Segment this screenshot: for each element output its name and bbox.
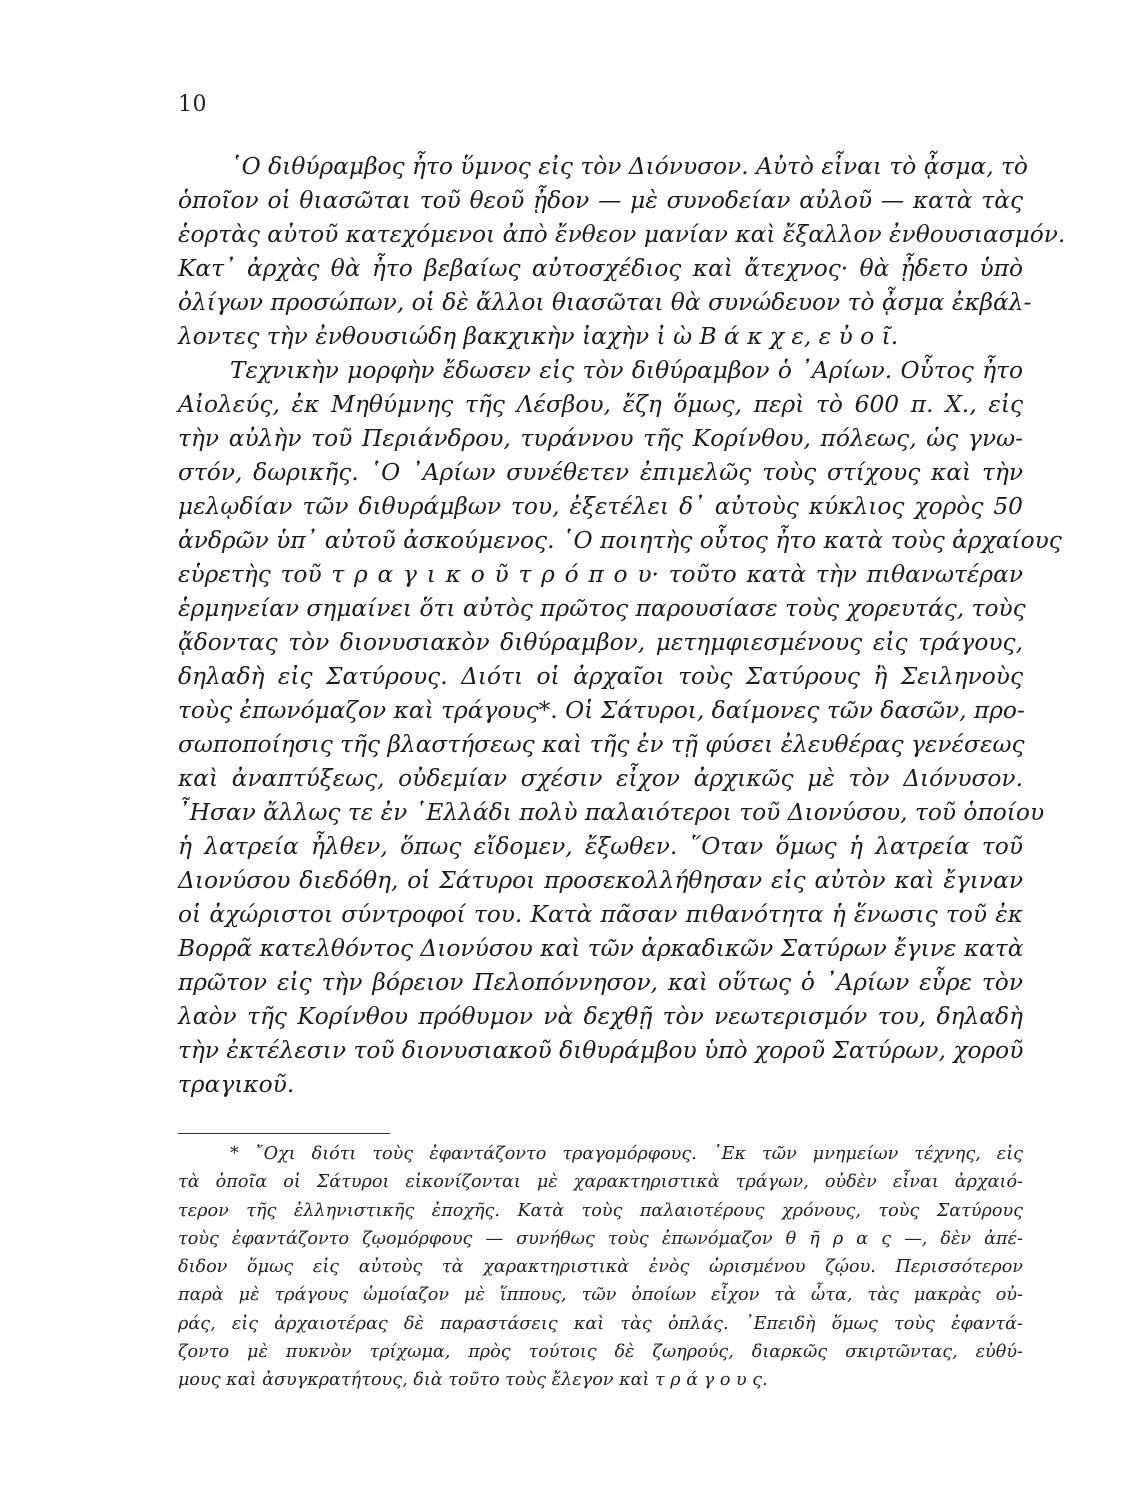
text-line: τοὺς ἐπωνόμαζον καὶ τράγους*. Οἱ Σάτυροι, δαίμονες τῶν δασῶν, προ-	[178, 697, 1025, 724]
text-line: τὴν ἐκτέλεσιν τοῦ διονυσιακοῦ διθυράμβου ὑπὸ χοροῦ Σατύρων, χοροῦ	[178, 1037, 1024, 1064]
footnote-line: ζοντο μὲ πυκνὸν τρίχωμα, πρὸς τούτοις δὲ ζωηρούς, διαρκῶς σκιρτῶντας, εὐθύ-	[178, 1342, 1023, 1363]
text-line: στόν, δωρικῆς. ῾Ο ᾽Αρίων συνέθετεν ἐπιμελῶς τοὺς στίχους καὶ τὴν	[178, 459, 1023, 486]
footnote-line: τοὺς ἐφαντάζοντο ζῳομόρφους — συνήθως τοὺς ἐπωνόμαζον θ ῆ ρ α ς —, δὲν ἀπέ-	[178, 1228, 1023, 1249]
footnote-line: τερον τῆς ἑλληνιστικῆς ἐποχῆς. Κατὰ τοὺς παλαιοτέρους χρόνους, τοὺς Σατύρους	[178, 1200, 1023, 1221]
text-line: λοντες τὴν ἐνθουσιώδη βακχικὴν ἰαχὴν ἰ ὼ Β ά κ χ ε, ε ὐ ο ῖ.	[178, 323, 899, 350]
text-line: ἀνδρῶν ὑπ᾽ αὐτοῦ ἀσκούμενος. ῾Ο ποιητὴς οὗτος ἦτο κατὰ τοὺς ἀρχαίους	[178, 527, 1062, 554]
text-line: Διονύσου διεδόθη, οἱ Σάτυροι προσεκολλήθησαν εἰς αὐτὸν καὶ ἔγιναν	[178, 867, 1023, 894]
text-line: τὴν αὐλὴν τοῦ Περιάνδρου, τυράννου τῆς Κορίνθου, πόλεως, ὡς γνω-	[178, 425, 1023, 452]
text-line: τραγικοῦ.	[178, 1071, 295, 1098]
footnote-line: μους καὶ ἀσυγκρατήτους, διὰ τοῦτο τοὺς ἔλεγον καὶ τ ρ ά γ ο υ ς.	[178, 1370, 768, 1391]
footnote-line: διδον ὅμως εἰς αὐτοὺς τὰ χαρακτηριστικὰ ἑνὸς ὡρισμένου ζῴου. Περισσότερον	[178, 1257, 1023, 1278]
footnote-line: παρὰ μὲ τράγους ὡμοίαζον μὲ ἵππους, τῶν ὁποίων εἶχον τὰ ὦτα, τὰς μακρὰς οὐ-	[178, 1285, 1023, 1306]
footnote-line: τὰ ὁποῖα οἱ Σάτυροι εἰκονίζονται μὲ χαρακτηριστικὰ τράγων, οὐδὲν εἶναι ἀρχαιό-	[178, 1172, 1023, 1193]
text-line: εὑρετὴς τοῦ τ ρ α γ ι κ ο ῦ τ ρ ό π ο υ· τοῦτο κατὰ τὴν πιθανωτέραν	[178, 561, 1023, 588]
text-line: ῾Ο διθύραμβος ἦτο ὕμνος εἰς τὸν Διόνυσον. Αὐτὸ εἶναι τὸ ᾆσμα, τὸ	[230, 153, 1028, 180]
footnote-line: ράς, εἰς ἀρχαιοτέρας δὲ παραστάσεις καὶ τὰς ὁπλάς. ᾽Επειδὴ ὅμως τοὺς ἐφαντά-	[178, 1313, 1023, 1334]
text-line: πρῶτον εἰς τὴν βόρειον Πελοπόννησον, καὶ οὕτως ὁ ᾽Αρίων εὗρε τὸν	[178, 969, 1023, 996]
footnote-line: * ῎Οχι διότι τοὺς ἐφαντάζοντο τραγομόρφους. ᾽Εκ τῶν μνημείων τέχνης, εἰς	[230, 1144, 1023, 1164]
text-line: Αἰολεύς, ἐκ Μηθύμνης τῆς Λέσβου, ἔζη ὅμως, περὶ τὸ 600 π. Χ., εἰς	[178, 391, 1023, 418]
text-line: σωποποίησις τῆς βλαστήσεως καὶ τῆς ἐν τῇ φύσει ἐλευθέρας γενέσεως	[178, 731, 1025, 758]
text-line: ᾄδοντας τὸν διονυσιακὸν διθύραμβον, μετημφιεσμένους εἰς τράγους,	[178, 629, 1023, 656]
text-line: Βορρᾶ κατελθόντος Διονύσου καὶ τῶν ἀρκαδικῶν Σατύρων ἔγινε κατὰ	[178, 935, 1024, 962]
text-line: ἑορτὰς αὐτοῦ κατεχόμενοι ἀπὸ ἔνθεον μανίαν καὶ ἔξαλλον ἐνθουσιασμόν.	[178, 221, 1066, 248]
footnote	[178, 1140, 1023, 1395]
main-text	[178, 150, 1066, 1102]
text-line: ἑρμηνείαν σημαίνει ὅτι αὐτὸς πρῶτος παρουσίασε τοὺς χορευτάς, τοὺς	[178, 595, 1026, 622]
text-line: Κατ᾽ ἀρχὰς θὰ ἦτο βεβαίως αὐτοσχέδιος καὶ ἄτεχνος· θὰ ᾖδετο ὑπὸ	[178, 255, 1023, 282]
text-line: ὀλίγων προσώπων, οἱ δὲ ἄλλοι θιασῶται θὰ συνώδευον τὸ ᾆσμα ἐκβάλ-	[178, 289, 1032, 316]
text-line: οἱ ἀχώριστοι σύντροφοί του. Κατὰ πᾶσαν πιθανότητα ἡ ἕνωσις τοῦ ἐκ	[178, 901, 1023, 928]
text-line: ῏Ησαν ἄλλως τε ἐν ῾Ελλάδι πολὺ παλαιότεροι τοῦ Διονύσου, τοῦ ὁποίου	[178, 799, 1045, 826]
text-line: λαὸν τῆς Κορίνθου πρόθυμον νὰ δεχθῇ τὸν νεωτερισμόν του, δηλαδὴ	[178, 1003, 1023, 1030]
text-line: ἡ λατρεία ἦλθεν, ὅπως εἴδομεν, ἔξωθεν. ῞Οταν ὅμως ἡ λατρεία τοῦ	[178, 833, 1023, 860]
text-line: καὶ ἀναπτύξεως, οὐδεμίαν σχέσιν εἶχον ἀρχικῶς μὲ τὸν Διόνυσον.	[178, 765, 1023, 792]
text-line: ὁποῖον οἱ θιασῶται τοῦ θεοῦ ᾖδον — μὲ συνοδείαν αὐλοῦ — κατὰ τὰς	[178, 187, 1023, 214]
page-number: 10	[178, 92, 207, 117]
footnote-divider	[178, 1133, 390, 1134]
text-line: Τεχνικὴν μορφὴν ἔδωσεν εἰς τὸν διθύραμβον ὁ ᾽Αρίων. Οὗτος ἦτο	[230, 357, 1023, 384]
text-line: δηλαδὴ εἰς Σατύρους. Διότι οἱ ἀρχαῖοι τοὺς Σατύρους ἢ Σειληνοὺς	[178, 663, 1023, 690]
text-line: μελῳδίαν τῶν διθυράμβων του, ἐξετέλει δ᾽ αὐτοὺς κύκλιος χορὸς 50	[178, 493, 1023, 520]
